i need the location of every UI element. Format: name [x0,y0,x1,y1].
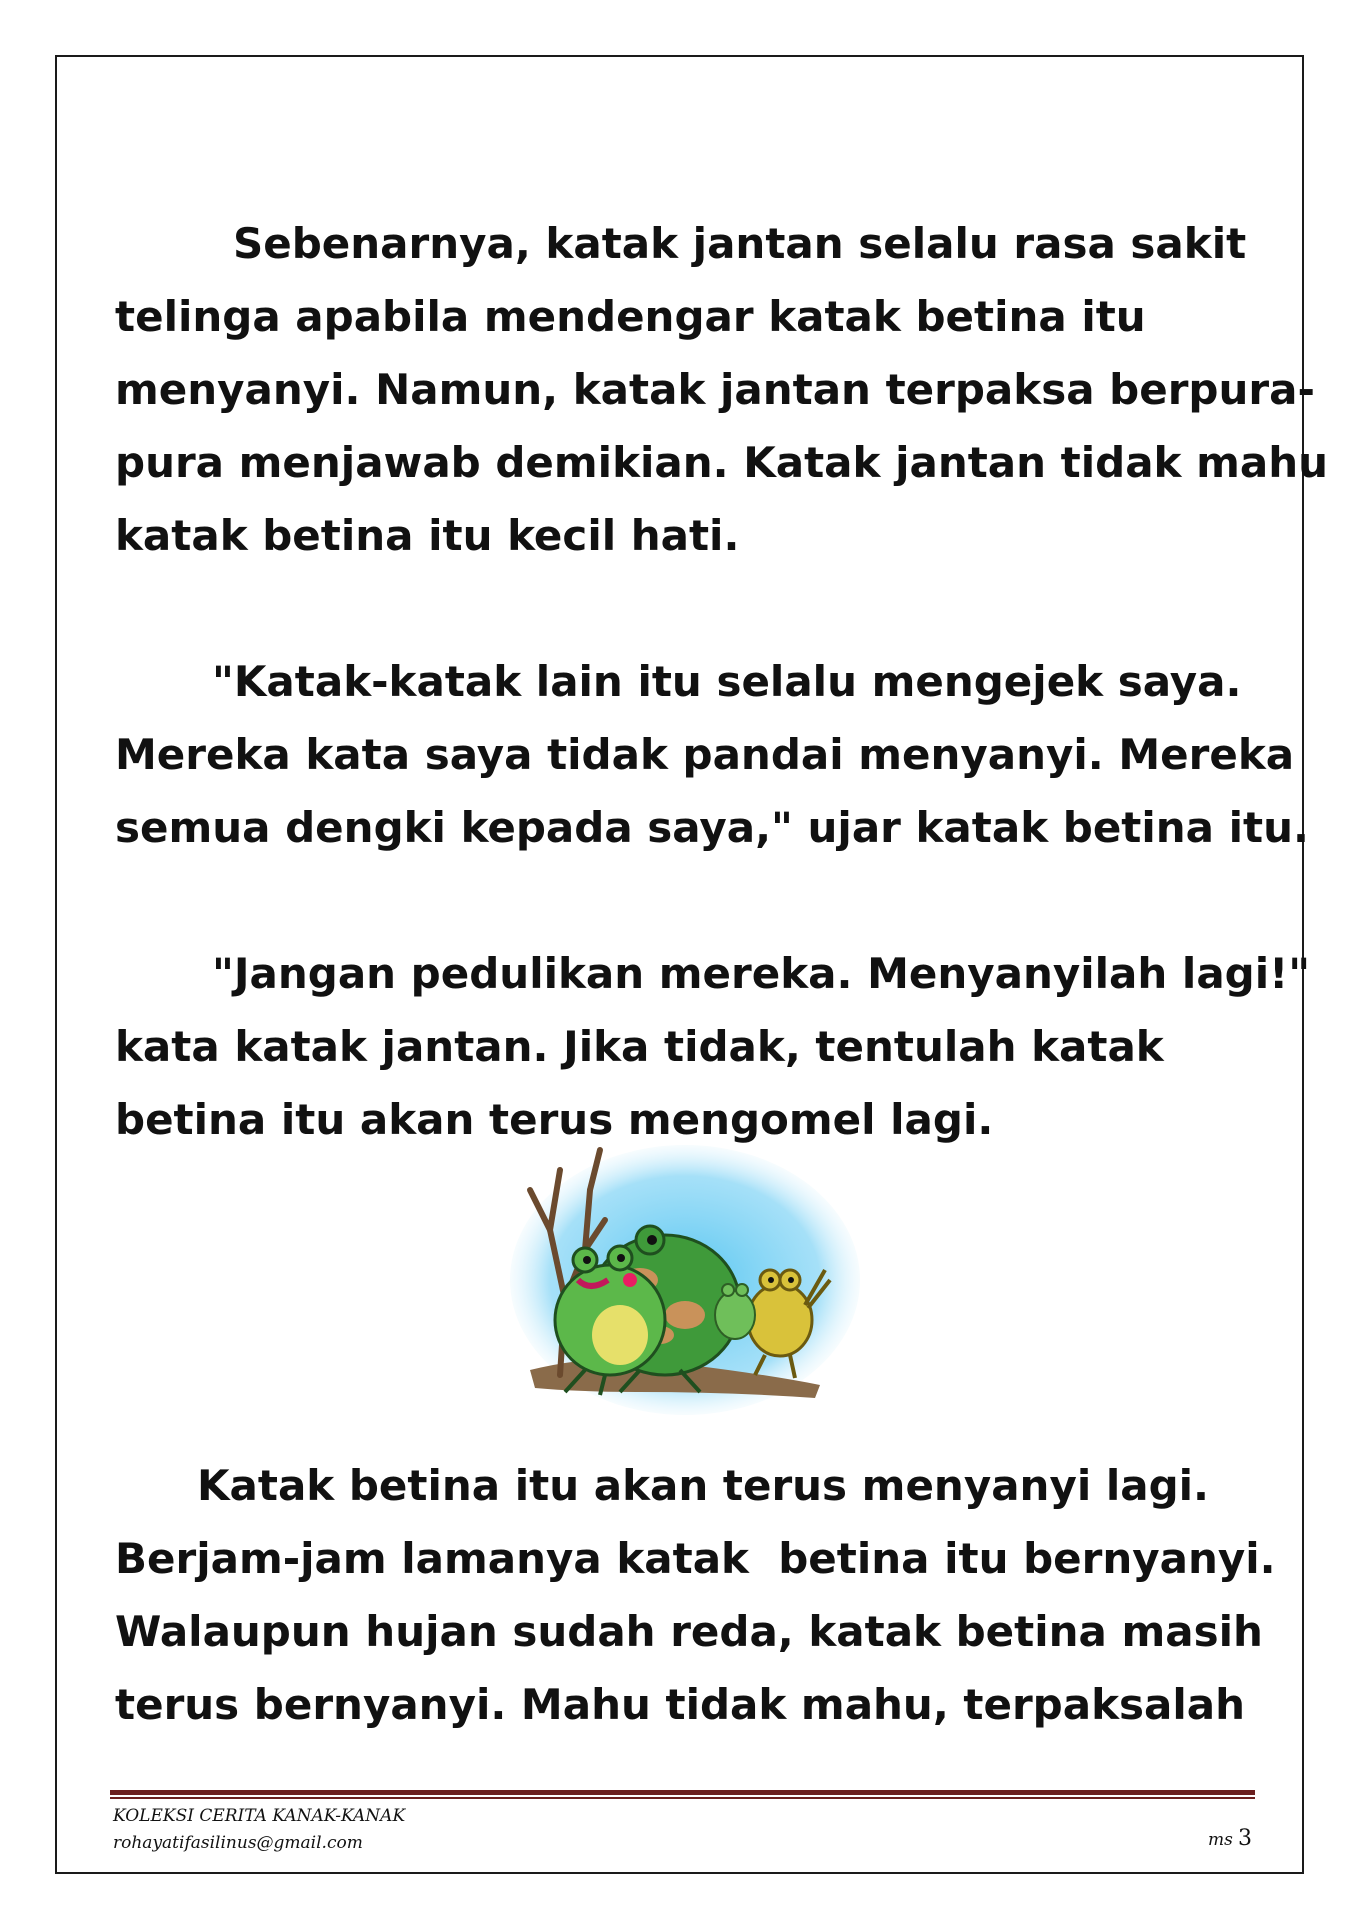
footer-rule [110,1790,1255,1795]
text-line: pura menjawab demikian. Katak jantan tidak mahu [115,438,1328,487]
frogs-illustration [490,1130,860,1430]
text-line: Walaupun hujan sudah reda, katak betina masih [115,1607,1263,1656]
text-line: menyanyi. Namun, katak jantan terpaksa berpura- [115,365,1315,414]
text-line: kata katak jantan. Jika tidak, tentulah katak [115,1022,1164,1071]
text-line: katak betina itu kecil hati. [115,511,740,560]
text-line: semua dengki kepada saya," ujar katak betina itu. [115,803,1309,852]
page-prefix: ms [1208,1830,1233,1850]
text-line: terus bernyanyi. Mahu tidak mahu, terpaksalah [115,1680,1246,1729]
page-number-value: 3 [1238,1826,1252,1851]
text-line: Sebenarnya, katak jantan selalu rasa sakit [233,219,1247,268]
text-line: Katak betina itu akan terus menyanyi lagi. [197,1461,1209,1510]
footer-rule-thin [110,1797,1255,1799]
paragraph-1 [115,207,1328,572]
page-number [1208,1826,1252,1851]
paragraph-4 [115,1449,1276,1741]
text-line: Mereka kata saya tidak pandai menyanyi. Mereka [115,730,1295,779]
text-line: telinga apabila mendengar katak betina itu [115,292,1146,341]
text-line: betina itu akan terus mengomel lagi. [115,1095,994,1144]
footer-email: rohayatifasilinus@gmail.com [113,1833,363,1853]
text-line: "Katak-katak lain itu selalu mengejek saya. [212,657,1242,706]
footer-collection: KOLEKSI CERITA KANAK-KANAK [113,1806,406,1826]
paragraph-3 [115,937,1310,1156]
text-line: "Jangan pedulikan mereka. Menyanyilah lagi!" [212,949,1311,998]
text-line: Berjam-jam lamanya katak betina itu bernyanyi. [115,1534,1276,1583]
paragraph-2 [115,645,1309,864]
footer-info [113,1803,405,1857]
